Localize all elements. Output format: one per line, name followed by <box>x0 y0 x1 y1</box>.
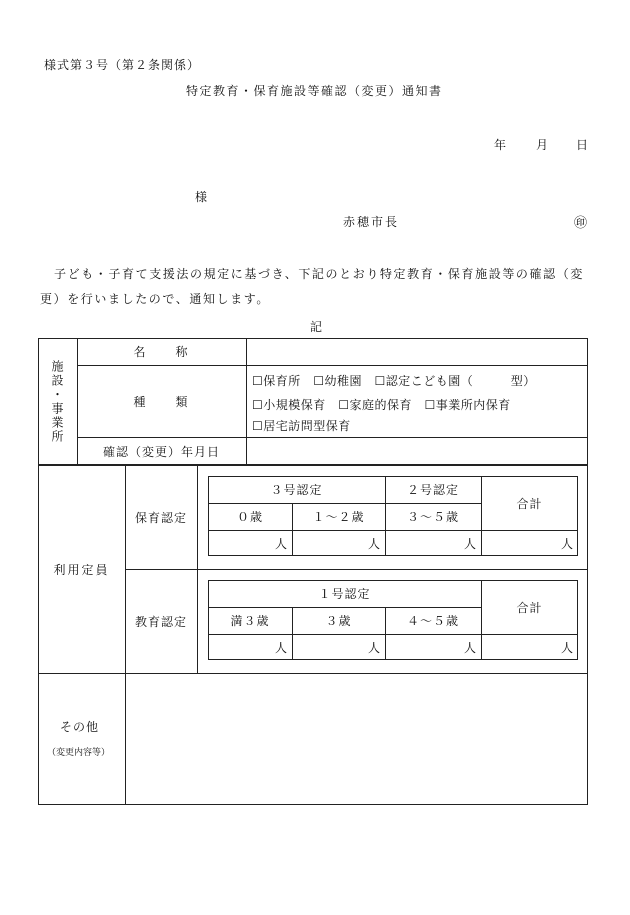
document-title: 特定教育・保育施設等確認（変更）通知書 <box>186 84 443 98</box>
capacity-section-label: 利用定員 <box>53 562 110 577</box>
hoiku-age1-2-value[interactable]: 人 <box>367 536 381 551</box>
hoiku-age0-header: ０歳 <box>236 510 263 524</box>
addressee-suffix: 様 <box>195 190 208 204</box>
hoiku-group3-header: ３号認定 <box>270 483 323 497</box>
form-number: 様式第３号（第２条関係） <box>44 58 201 72</box>
confirmation-date-label: 確認（変更）年月日 <box>102 444 220 459</box>
facility-type-options-line1[interactable]: ☐保育所 ☐幼稚園 ☐認定こども園（ 型） <box>252 374 536 388</box>
date-year: 年 <box>494 138 507 152</box>
facility-name-label: 名 称 <box>133 345 190 359</box>
kyoiku-label: 教育認定 <box>134 614 187 629</box>
date-day: 日 <box>576 138 589 152</box>
other-label: その他 <box>60 720 100 734</box>
kyoiku-age4-5-header: ４～５歳 <box>406 614 459 628</box>
confirmation-date-value[interactable] <box>247 438 587 465</box>
ki-label: 記 <box>310 320 323 334</box>
hoiku-total-value[interactable]: 人 <box>560 536 574 551</box>
kyoiku-total-header: 合計 <box>516 600 543 615</box>
hoiku-total-header: 合計 <box>516 496 543 511</box>
facility-type-options-line3[interactable]: ☐居宅訪問型保育 <box>252 419 351 433</box>
facility-section-label: 施設・事業所 <box>50 360 64 444</box>
kyoiku-age3-value[interactable]: 人 <box>367 640 381 655</box>
seal-icon: ㊞ <box>574 216 588 231</box>
facility-name-value[interactable] <box>247 339 587 365</box>
facility-type-options-line2[interactable]: ☐小規模保育 ☐家庭的保育 ☐事業所内保育 <box>252 398 511 412</box>
kyoiku-age4-5-value[interactable]: 人 <box>463 640 477 655</box>
date-month: 月 <box>536 138 549 152</box>
kyoiku-total-value[interactable]: 人 <box>560 640 574 655</box>
other-sub-label: （変更内容等） <box>47 748 111 758</box>
other-content-area[interactable] <box>126 674 587 804</box>
issuer-name: 赤穂市長 <box>343 215 400 229</box>
hoiku-label: 保育認定 <box>134 510 187 525</box>
hoiku-age3-5-value[interactable]: 人 <box>463 536 477 551</box>
kyoiku-age3-header: ３歳 <box>325 614 352 628</box>
kyoiku-group1-header: １号認定 <box>318 587 371 601</box>
body-text: 子ども・子育て支援法の規定に基づき、下記のとおり特定教育・保育施設等の確認（変更）を行いましたので、通知します。 <box>40 267 584 306</box>
hoiku-age1-2-header: １～２歳 <box>312 510 365 524</box>
kyoiku-full3-header: 満３歳 <box>230 614 270 628</box>
hoiku-age3-5-header: ３～５歳 <box>406 510 459 524</box>
hoiku-age0-value[interactable]: 人 <box>274 536 288 551</box>
kyoiku-full3-value[interactable]: 人 <box>274 640 288 655</box>
hoiku-group2-header: ２号認定 <box>406 483 459 497</box>
facility-type-label: 種 類 <box>133 394 190 409</box>
